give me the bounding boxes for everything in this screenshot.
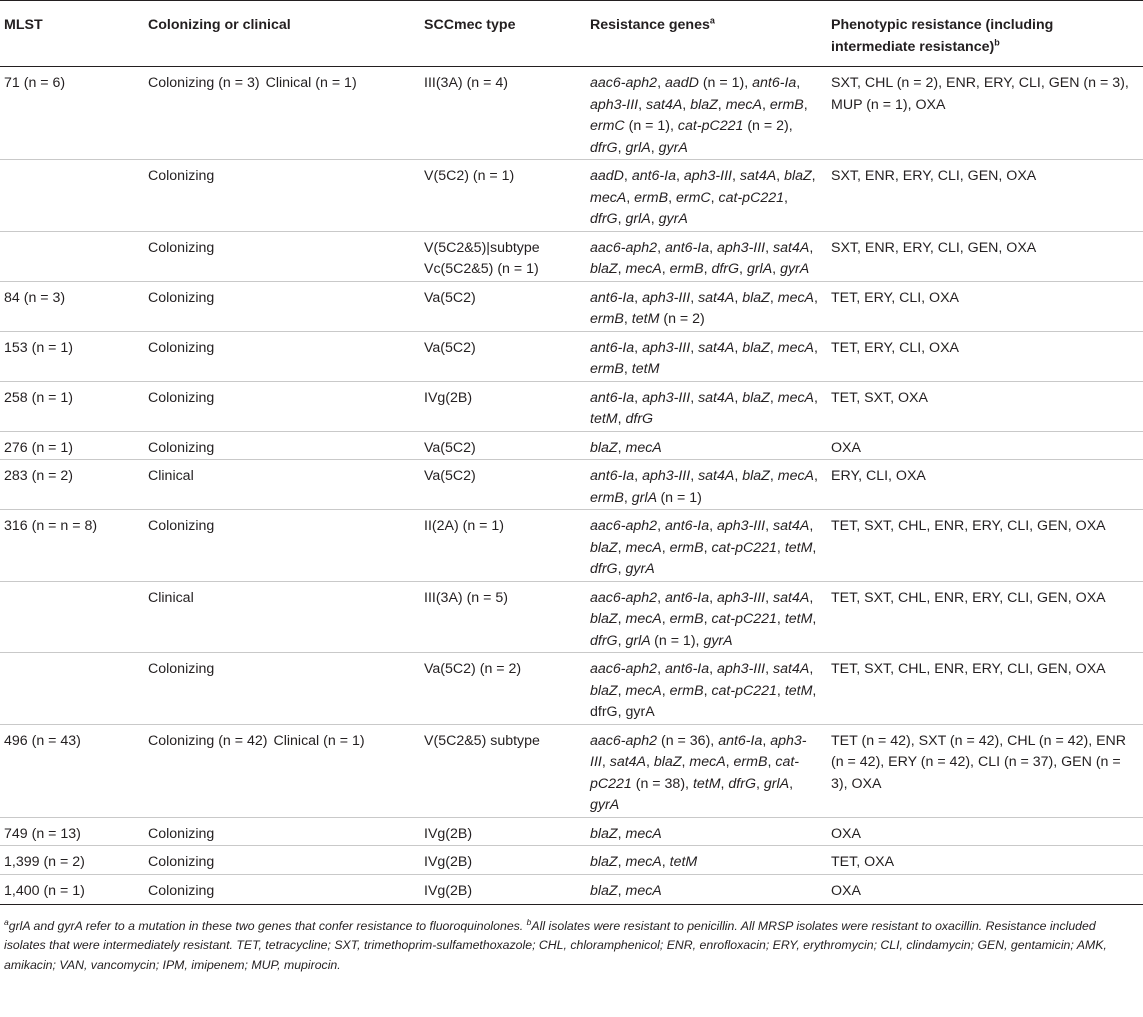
cell-sccmec: IVg(2B) xyxy=(420,874,586,905)
cell-sccmec: V(5C2) (n = 1) xyxy=(420,160,586,232)
cell-phenotypic: TET, SXT, CHL, ENR, ERY, CLI, GEN, OXA xyxy=(827,510,1143,582)
cell-phenotypic: OXA xyxy=(827,431,1143,460)
table-row xyxy=(0,331,1143,381)
cell-colonizing: Colonizing xyxy=(144,331,420,381)
footnote xyxy=(0,905,1143,975)
cell-resistance-genes: ant6-Ia, aph3-III, sat4A, blaZ, mecA, tetM, dfrG xyxy=(586,381,827,431)
cell-sccmec: IVg(2B) xyxy=(420,846,586,875)
cell-phenotypic: SXT, CHL (n = 2), ENR, ERY, CLI, GEN (n = 3), MUP (n = 1), OXA xyxy=(827,67,1143,160)
cell-mlst xyxy=(0,231,144,281)
table-row xyxy=(0,160,1143,232)
cell-phenotypic: TET, SXT, OXA xyxy=(827,381,1143,431)
cell-colonizing: Colonizing xyxy=(144,510,420,582)
cell-sccmec: III(3A) (n = 4) xyxy=(420,67,586,160)
cell-mlst: 84 (n = 3) xyxy=(0,281,144,331)
table-row xyxy=(0,381,1143,431)
cell-phenotypic: TET, ERY, CLI, OXA xyxy=(827,331,1143,381)
header-colonizing: Colonizing or clinical xyxy=(144,1,420,67)
cell-mlst xyxy=(0,581,144,653)
table-row xyxy=(0,281,1143,331)
table-row xyxy=(0,510,1143,582)
cell-resistance-genes: ant6-Ia, aph3-III, sat4A, blaZ, mecA, ermB, tetM xyxy=(586,331,827,381)
footnote-marker-a: a xyxy=(709,15,715,26)
cell-sccmec: V(5C2&5)|subtype Vc(5C2&5) (n = 1) xyxy=(420,231,586,281)
cell-resistance-genes: aac6-aph2, ant6-Ia, aph3-III, sat4A, blaZ, mecA, ermB, dfrG, grlA, gyrA xyxy=(586,231,827,281)
header-phenotypic: Phenotypic resistance (including intermediate resistance)$^b$ xyxy=(827,1,1143,67)
cell-sccmec: II(2A) (n = 1) xyxy=(420,510,586,582)
cell-mlst: 258 (n = 1) xyxy=(0,381,144,431)
cell-resistance-genes: aac6-aph2 (n = 36), ant6-Ia, aph3-III, sat4A, blaZ, mecA, ermB, cat-pC221 (n = 38), tetM, dfrG, grlA, gyrA xyxy=(586,724,827,817)
cell-mlst: 153 (n = 1) xyxy=(0,331,144,381)
cell-phenotypic: TET, OXA xyxy=(827,846,1143,875)
cell-colonizing: Colonizing xyxy=(144,817,420,846)
cell-mlst: 71 (n = 6) xyxy=(0,67,144,160)
footnote-a-mark: a xyxy=(4,916,9,927)
table-body xyxy=(0,67,1143,905)
footnote-b-mark: b xyxy=(526,916,532,927)
cell-resistance-genes: ant6-Ia, aph3-III, sat4A, blaZ, mecA, ermB, tetM (n = 2) xyxy=(586,281,827,331)
cell-colonizing: Colonizing xyxy=(144,160,420,232)
table-row xyxy=(0,67,1143,160)
cell-resistance-genes: blaZ, mecA xyxy=(586,817,827,846)
cell-sccmec: Va(5C2) (n = 2) xyxy=(420,653,586,725)
cell-resistance-genes: blaZ, mecA xyxy=(586,431,827,460)
cell-phenotypic: TET (n = 42), SXT (n = 42), CHL (n = 42), ENR (n = 42), ERY (n = 42), CLI (n = 37), GEN (n = 3), OXA xyxy=(827,724,1143,817)
cell-sccmec: V(5C2&5) subtype xyxy=(420,724,586,817)
header-sccmec: SCCmec type xyxy=(420,1,586,67)
header-row xyxy=(0,1,1143,67)
cell-resistance-genes: aadD, ant6-Ia, aph3-III, sat4A, blaZ, mecA, ermB, ermC, cat-pC221, dfrG, grlA, gyrA xyxy=(586,160,827,232)
cell-mlst: 1,400 (n = 1) xyxy=(0,874,144,905)
cell-sccmec: Va(5C2) xyxy=(420,331,586,381)
cell-phenotypic: TET, SXT, CHL, ENR, ERY, CLI, GEN, OXA xyxy=(827,653,1143,725)
cell-mlst: 316 (n = n = 8) xyxy=(0,510,144,582)
header-resistance-genes: Resistance genes$^a$ xyxy=(586,1,827,67)
cell-colonizing: Clinical xyxy=(144,581,420,653)
cell-sccmec: Va(5C2) xyxy=(420,431,586,460)
cell-phenotypic: OXA xyxy=(827,874,1143,905)
cell-mlst: 283 (n = 2) xyxy=(0,460,144,510)
footnote-b-text: All isolates were resistant to penicillin. All MRSP isolates were resistant to oxacillin. Resistance included isolates that were intermediately resistant. TET, tetracycline; SXT, trimethoprim-sulfamethoxazole; CHL, chloramphenicol; ENR, enrofloxacin; ERY, erythromycin; CLI, clindamycin; GEN, gentamicin; AMK, amikacin; VAN, vancomycin; IPM, imipenem; MUP, mupirocin. xyxy=(4,919,1107,972)
cell-colonizing: Colonizing xyxy=(144,846,420,875)
cell-sccmec: IVg(2B) xyxy=(420,817,586,846)
footnote-marker-b: b xyxy=(994,36,1000,47)
table-row xyxy=(0,874,1143,905)
cell-colonizing: Colonizing xyxy=(144,231,420,281)
table-row xyxy=(0,431,1143,460)
cell-sccmec: Va(5C2) xyxy=(420,460,586,510)
table-row xyxy=(0,231,1143,281)
cell-colonizing: Colonizing (n = 42) Clinical (n = 1) xyxy=(144,724,420,817)
cell-resistance-genes: blaZ, mecA, tetM xyxy=(586,846,827,875)
cell-colonizing: Colonizing xyxy=(144,381,420,431)
cell-sccmec: Va(5C2) xyxy=(420,281,586,331)
cell-colonizing: Colonizing xyxy=(144,874,420,905)
cell-mlst xyxy=(0,653,144,725)
cell-colonizing: Colonizing xyxy=(144,281,420,331)
cell-mlst: 1,399 (n = 2) xyxy=(0,846,144,875)
table-row xyxy=(0,846,1143,875)
table-row xyxy=(0,724,1143,817)
header-mlst: MLST xyxy=(0,1,144,67)
footnote-a-text: grlA and gyrA refer to a mutation in these two genes that confer resistance to fluoroquinolones. xyxy=(8,919,524,933)
cell-resistance-genes: aac6-aph2, ant6-Ia, aph3-III, sat4A, blaZ, mecA, ermB, cat-pC221, tetM, dfrG, grlA (n = 1), gyrA xyxy=(586,581,827,653)
cell-phenotypic: OXA xyxy=(827,817,1143,846)
cell-mlst: 276 (n = 1) xyxy=(0,431,144,460)
cell-resistance-genes: aac6-aph2, ant6-Ia, aph3-III, sat4A, blaZ, mecA, ermB, cat-pC221, tetM, dfrG, gyrA xyxy=(586,653,827,725)
cell-phenotypic: TET, ERY, CLI, OXA xyxy=(827,281,1143,331)
cell-colonizing: Colonizing xyxy=(144,431,420,460)
cell-mlst: 749 (n = 13) xyxy=(0,817,144,846)
cell-phenotypic: TET, SXT, CHL, ENR, ERY, CLI, GEN, OXA xyxy=(827,581,1143,653)
cell-resistance-genes: ant6-Ia, aph3-III, sat4A, blaZ, mecA, ermB, grlA (n = 1) xyxy=(586,460,827,510)
cell-phenotypic: ERY, CLI, OXA xyxy=(827,460,1143,510)
cell-colonizing: Colonizing (n = 3) Clinical (n = 1) xyxy=(144,67,420,160)
table-row xyxy=(0,653,1143,725)
cell-resistance-genes: aac6-aph2, aadD (n = 1), ant6-Ia, aph3-III, sat4A, blaZ, mecA, ermB, ermC (n = 1), cat-pC221 (n = 2), dfrG, grlA, gyrA xyxy=(586,67,827,160)
table-row xyxy=(0,460,1143,510)
table-row xyxy=(0,581,1143,653)
table-row xyxy=(0,817,1143,846)
cell-phenotypic: SXT, ENR, ERY, CLI, GEN, OXA xyxy=(827,160,1143,232)
cell-sccmec: III(3A) (n = 5) xyxy=(420,581,586,653)
cell-resistance-genes: blaZ, mecA xyxy=(586,874,827,905)
cell-resistance-genes: aac6-aph2, ant6-Ia, aph3-III, sat4A, blaZ, mecA, ermB, cat-pC221, tetM, dfrG, gyrA xyxy=(586,510,827,582)
cell-sccmec: IVg(2B) xyxy=(420,381,586,431)
cell-colonizing: Clinical xyxy=(144,460,420,510)
cell-colonizing: Colonizing xyxy=(144,653,420,725)
cell-mlst xyxy=(0,160,144,232)
cell-mlst: 496 (n = 43) xyxy=(0,724,144,817)
cell-phenotypic: SXT, ENR, ERY, CLI, GEN, OXA xyxy=(827,231,1143,281)
